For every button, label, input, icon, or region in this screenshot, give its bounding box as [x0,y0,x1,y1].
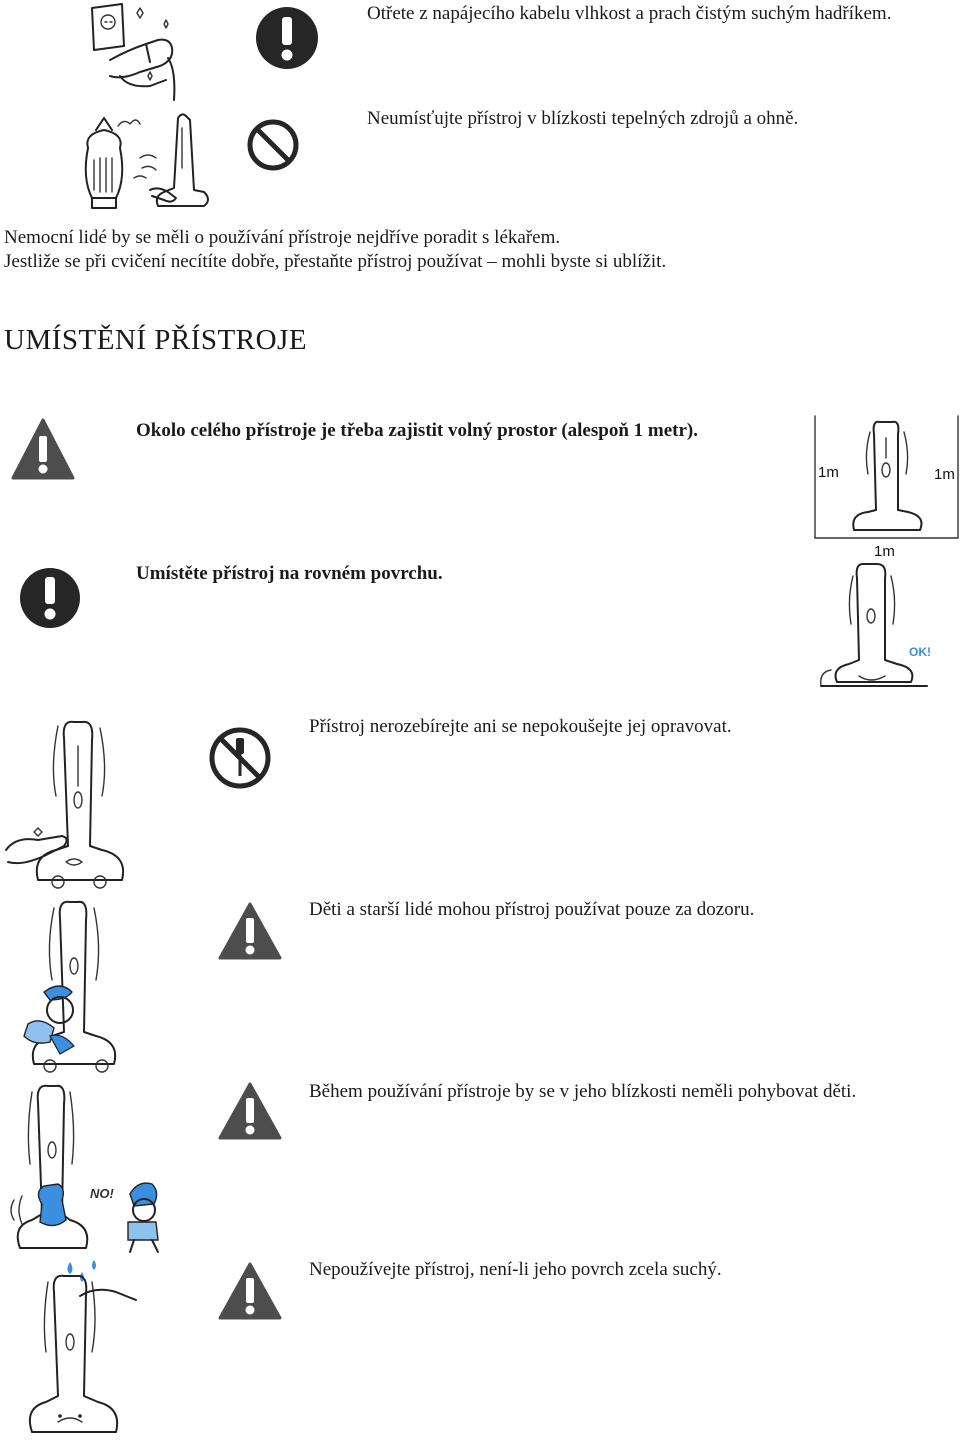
exclamation-circle-icon [18,566,82,630]
exclamation-circle-icon [254,5,320,71]
instruction-stop-if-unwell: Jestliže se při cvičení necítíte dobře, přestaňte přístroj používat – mohli byste si ublížit. [4,251,667,272]
instruction-no-repair: Přístroj nerozebírejte ani se nepokoušejte jej opravovat. [309,716,732,737]
warning-triangle-icon [216,900,284,962]
dimension-left: 1m [818,464,839,481]
instruction-clean-cable: Otřete z napájecího kabelu vlhkost a prach čistým suchým hadříkem. [367,3,892,24]
section-title: UMÍSTĚNÍ PŘÍSTROJE [4,324,308,356]
dimension-right: 1m [934,466,955,483]
instruction-flat-surface: Umístěte přístroj na rovném povrchu. [136,563,443,584]
children-nearby-illustration [4,1080,170,1256]
flat-surface-diagram [815,560,945,690]
child-on-device-illustration [10,896,128,1074]
wet-device-illustration [20,1256,150,1442]
heat-source-illustration [78,108,218,220]
clearance-diagram [812,414,960,560]
ok-label: OK! [909,645,931,659]
warning-triangle-icon [216,1080,284,1142]
warning-triangle-icon [216,1260,284,1322]
disassembly-illustration [4,716,132,892]
instruction-free-space: Okolo celého přístroje je třeba zajistit volný prostor (alespoň 1 metr). [136,420,698,441]
dimension-bottom: 1m [874,543,895,560]
no-label: NO! [90,1186,114,1201]
instruction-keep-dry: Nepoužívejte přístroj, není-li jeho povrch zcela suchý. [309,1259,722,1280]
no-screwdriver-icon [208,726,272,790]
warning-triangle-icon [10,416,76,482]
instruction-no-heat: Neumísťujte přístroj v blízkosti tepelných zdrojů a ohně. [367,108,799,129]
instruction-children-away: Během používání přístroje by se v jeho blízkosti neměli pohybovat děti. [309,1081,857,1102]
no-entry-icon [246,118,300,172]
instruction-supervision: Děti a starší lidé mohou přístroj používat pouze za dozoru. [309,899,755,920]
cable-cleaning-illustration [80,0,190,105]
instruction-consult-doctor: Nemocní lidé by se měli o používání přístroje nejdříve poradit s lékařem. [4,227,561,248]
